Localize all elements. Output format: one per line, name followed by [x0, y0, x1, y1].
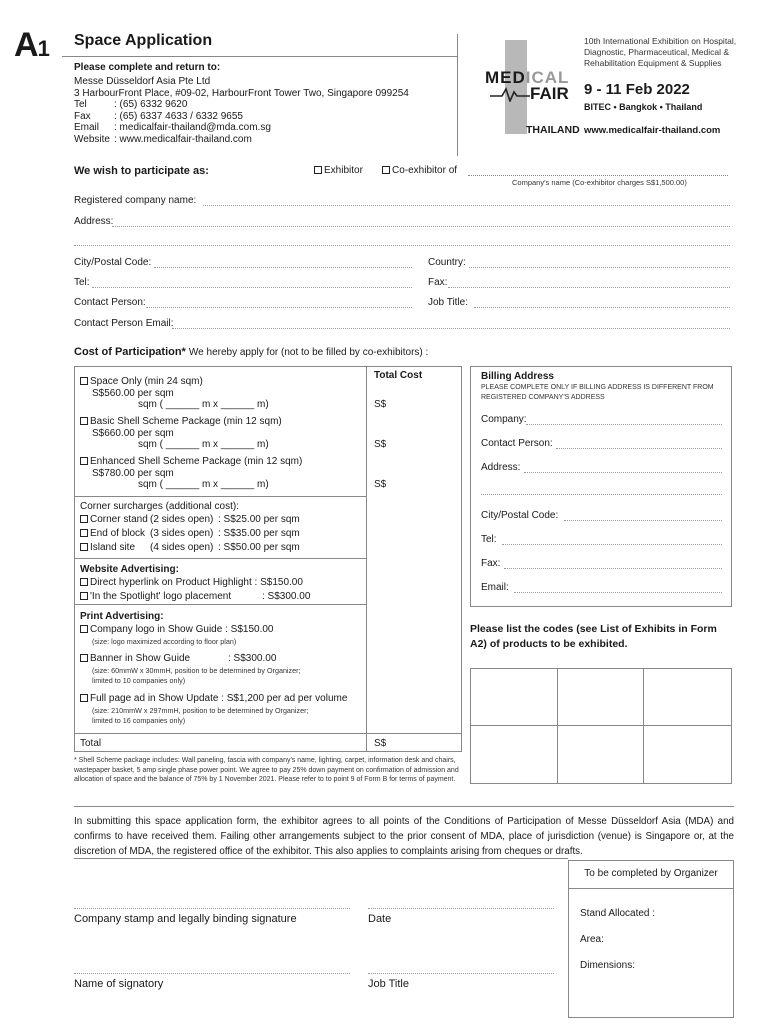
- event-website[interactable]: www.medicalfair-thailand.com: [584, 125, 721, 136]
- event-dates: 9 - 11 Feb 2022: [584, 81, 690, 98]
- agreement-divider: [74, 806, 734, 807]
- billing-fax-input[interactable]: [504, 568, 722, 569]
- city-input[interactable]: [154, 267, 412, 268]
- page-title: Space Application: [74, 32, 213, 49]
- hyperlink-checkbox[interactable]: Direct hyperlink on Product Highlight : S$150.00: [80, 577, 303, 588]
- signatory-job-label: Job Title: [368, 978, 409, 990]
- coexhibitor-note: Company's name (Co-exhibitor charges S$1,500.00): [512, 178, 687, 187]
- billing-heading: Billing Address: [481, 371, 554, 382]
- contact-email-label: Contact Person Email:: [74, 318, 174, 329]
- shell-scheme-footnote: * Shell Scheme package includes: Wall paneling, fascia with company's name, lighting, carpet, information desk and chairs, wastepaper basket, 5 amp single phase power point. We agree to pay 25% down payment on confirmation of admission and allocation of space and the balance of 75% by 1 November 2021. Please refer to to point 9 of Form B for terms of payment.: [74, 757, 459, 783]
- show-guide-logo-checkbox[interactable]: Company logo in Show Guide : S$150.00: [80, 624, 273, 635]
- logo-note: (size: logo maximized according to floor plan): [92, 637, 237, 646]
- address-input-2[interactable]: [74, 245, 730, 246]
- company-name-input[interactable]: [203, 205, 730, 206]
- area-label: Area:: [580, 934, 604, 945]
- address-label: Address:: [74, 216, 114, 227]
- print-ad-heading: Print Advertising:: [80, 611, 164, 622]
- island-site-checkbox[interactable]: Island site (4 sides open) : S$50.00 per sqm: [80, 542, 300, 553]
- product-code-cell[interactable]: [558, 669, 645, 726]
- corner-heading: Corner surcharges (additional cost):: [80, 501, 239, 512]
- dimensions-label: Dimensions:: [580, 960, 636, 971]
- billing-company-input[interactable]: [526, 424, 722, 425]
- basic-shell-cost: S$: [374, 439, 387, 450]
- contact-person-input[interactable]: [146, 307, 412, 308]
- space-only-checkbox[interactable]: Space Only (min 24 sqm): [80, 376, 203, 387]
- checkbox-icon: [80, 592, 88, 600]
- cost-heading: Cost of Participation* We hereby apply for (not to be filled by co-exhibitors) :: [74, 346, 429, 358]
- product-code-cell[interactable]: [471, 726, 558, 783]
- country-input[interactable]: [469, 267, 730, 268]
- billing-address-input[interactable]: [524, 472, 722, 473]
- full-page-note: (size: 210mmW x 297mmH, position to be determined by Organizer; limited to 16 companies only): [92, 706, 309, 725]
- form-id: A1: [14, 26, 49, 64]
- billing-city-label: City/Postal Code:: [481, 510, 559, 521]
- total-cost-header: Total Cost: [374, 370, 423, 381]
- exhibitor-checkbox[interactable]: Exhibitor: [314, 165, 363, 176]
- checkbox-icon: [80, 457, 88, 465]
- tel-label: Tel:: [74, 277, 90, 288]
- enhanced-shell-dims[interactable]: sqm ( ______ m x ______ m): [138, 479, 269, 490]
- billing-email-label: Email:: [481, 582, 509, 593]
- agreement-text: In submitting this space application form, the exhibitor agrees to all points of the Conditions of Participation of Messe Düsseldorf Asia (MDA) and confirms to have received them. Failing other arrangements subject to the prior consent of MDA, place of jurisdiction (venue) is Singapore or, at the discretion of MDA, the registered office of the exhibitor. This also applies to complaints arising from cheques or drafts.: [74, 816, 734, 857]
- banner-note: (size: 60mmW x 30mmH, position to be determined by Organizer; limited to 10 companies only): [92, 666, 301, 685]
- stamp-signature-input[interactable]: [74, 908, 350, 909]
- billing-tel-input[interactable]: [502, 544, 722, 545]
- company-name-label: Registered company name:: [74, 195, 197, 206]
- billing-tel-label: Tel:: [481, 534, 497, 545]
- organizer-heading: To be completed by Organizer: [584, 868, 718, 879]
- checkbox-icon: [80, 417, 88, 425]
- event-description: 10th International Exhibition on Hospital, Diagnostic, Pharmaceutical, Medical & Rehabilitation Equipment & Supplies: [584, 36, 737, 68]
- billing-contact-label: Contact Person:: [481, 438, 553, 449]
- logo-country: THAILAND: [526, 124, 580, 136]
- total-label: Total: [80, 738, 102, 749]
- return-heading: Please complete and return to:: [74, 62, 221, 73]
- contact-row: Tel : (65) 6332 9620: [74, 99, 188, 110]
- city-label: City/Postal Code:: [74, 257, 152, 268]
- coexhibitor-name-input[interactable]: [468, 175, 728, 176]
- checkbox-icon: [80, 694, 88, 702]
- spotlight-checkbox[interactable]: 'In the Spotlight' logo placement : S$300.00: [80, 591, 310, 602]
- signatory-name-input[interactable]: [74, 973, 350, 974]
- enhanced-shell-checkbox[interactable]: Enhanced Shell Scheme Package (min 12 sqm): [80, 456, 302, 467]
- pulse-icon: [490, 86, 530, 102]
- organizer-company: Messe Düsseldorf Asia Pte Ltd: [74, 76, 211, 87]
- checkbox-icon: [80, 377, 88, 385]
- product-code-cell[interactable]: [644, 726, 731, 783]
- contact-row: Email : medicalfair-thailand@mda.com.sg: [74, 122, 271, 133]
- contact-person-label: Contact Person:: [74, 297, 146, 308]
- participate-heading: We wish to participate as:: [74, 165, 209, 177]
- space-only-dims[interactable]: sqm ( ______ m x ______ m): [138, 399, 269, 410]
- web-ad-heading: Website Advertising:: [80, 564, 179, 575]
- billing-note: PLEASE COMPLETE ONLY IF BILLING ADDRESS IS DIFFERENT FROM REGISTERED COMPANY'S ADDRESS: [481, 384, 714, 401]
- checkbox-icon: [80, 578, 88, 586]
- checkbox-icon: [80, 529, 88, 537]
- table-row-divider: [74, 604, 366, 605]
- job-title-label: Job Title:: [428, 297, 469, 308]
- fax-input[interactable]: [448, 287, 730, 288]
- billing-address-label: Address:: [481, 462, 521, 473]
- product-codes-grid: [470, 668, 732, 784]
- product-code-cell[interactable]: [471, 669, 558, 726]
- end-block-checkbox[interactable]: End of block (3 sides open) : S$35.00 per sqm: [80, 528, 300, 539]
- product-code-cell[interactable]: [644, 669, 731, 726]
- signatory-job-input[interactable]: [368, 973, 554, 974]
- coexhibitor-checkbox[interactable]: Co-exhibitor of: [382, 165, 457, 176]
- table-row-divider: [74, 558, 366, 559]
- organizer-address: 3 HarbourFront Place, #09-02, HarbourFront Tower Two, Singapore 099254: [74, 87, 409, 99]
- basic-shell-checkbox[interactable]: Basic Shell Scheme Package (min 12 sqm): [80, 416, 282, 427]
- address-input[interactable]: [112, 226, 730, 227]
- full-page-ad-checkbox[interactable]: Full page ad in Show Update : S$1,200 per ad per volume: [80, 693, 347, 704]
- table-row-divider: [74, 496, 366, 497]
- date-input[interactable]: [368, 908, 554, 909]
- table-row-divider: [74, 733, 462, 734]
- header-vertical-divider: [457, 34, 458, 156]
- logo-medical: MEDICAL: [485, 68, 570, 87]
- billing-email-input[interactable]: [514, 592, 722, 593]
- job-title-input[interactable]: [474, 307, 730, 308]
- stand-allocated-label: Stand Allocated :: [580, 908, 656, 919]
- checkbox-icon: [314, 166, 322, 174]
- signature-divider: [74, 858, 568, 859]
- organizer-divider: [568, 888, 734, 889]
- contact-email-input[interactable]: [172, 328, 730, 329]
- contact-row: Website : www.medicalfair-thailand.com: [74, 133, 252, 145]
- billing-contact-input[interactable]: [556, 448, 722, 449]
- cost-table-divider: [366, 366, 367, 752]
- checkbox-icon: [80, 543, 88, 551]
- tel-input[interactable]: [92, 287, 412, 288]
- billing-company-label: Company:: [481, 414, 527, 425]
- banner-checkbox[interactable]: Banner in Show Guide : S$300.00: [80, 653, 276, 664]
- checkbox-icon: [80, 654, 88, 662]
- basic-shell-price: S$660.00 per sqm: [92, 428, 174, 439]
- billing-fax-label: Fax:: [481, 558, 501, 569]
- corner-stand-checkbox[interactable]: Corner stand (2 sides open) : S$25.00 per sqm: [80, 514, 300, 525]
- checkbox-icon: [80, 625, 88, 633]
- enhanced-shell-cost: S$: [374, 479, 387, 490]
- total-cost: S$: [374, 738, 387, 749]
- fax-label: Fax:: [428, 277, 448, 288]
- event-venue: BITEC • Bangkok • Thailand: [584, 102, 703, 112]
- contact-row: Fax : (65) 6337 4633 / 6332 9655: [74, 110, 243, 122]
- stamp-signature-label: Company stamp and legally binding signature: [74, 913, 297, 925]
- billing-address-input-2[interactable]: [481, 494, 722, 495]
- organizer-contact: [74, 76, 409, 145]
- space-only-cost: S$: [374, 399, 387, 410]
- country-label: Country:: [428, 257, 466, 268]
- basic-shell-dims[interactable]: sqm ( ______ m x ______ m): [138, 439, 269, 450]
- product-code-cell[interactable]: [558, 726, 645, 783]
- space-only-price: S$560.00 per sqm: [92, 388, 174, 399]
- enhanced-shell-price: S$780.00 per sqm: [92, 468, 174, 479]
- signatory-name-label: Name of signatory: [74, 978, 164, 990]
- logo-fair: FAIR: [530, 84, 569, 103]
- billing-city-input[interactable]: [564, 520, 722, 521]
- checkbox-icon: [382, 166, 390, 174]
- product-codes-heading: Please list the codes (see List of Exhibits in Form A2) of products to be exhibited.: [470, 623, 717, 650]
- date-label: Date: [368, 913, 392, 925]
- header-divider: [62, 56, 458, 57]
- checkbox-icon: [80, 515, 88, 523]
